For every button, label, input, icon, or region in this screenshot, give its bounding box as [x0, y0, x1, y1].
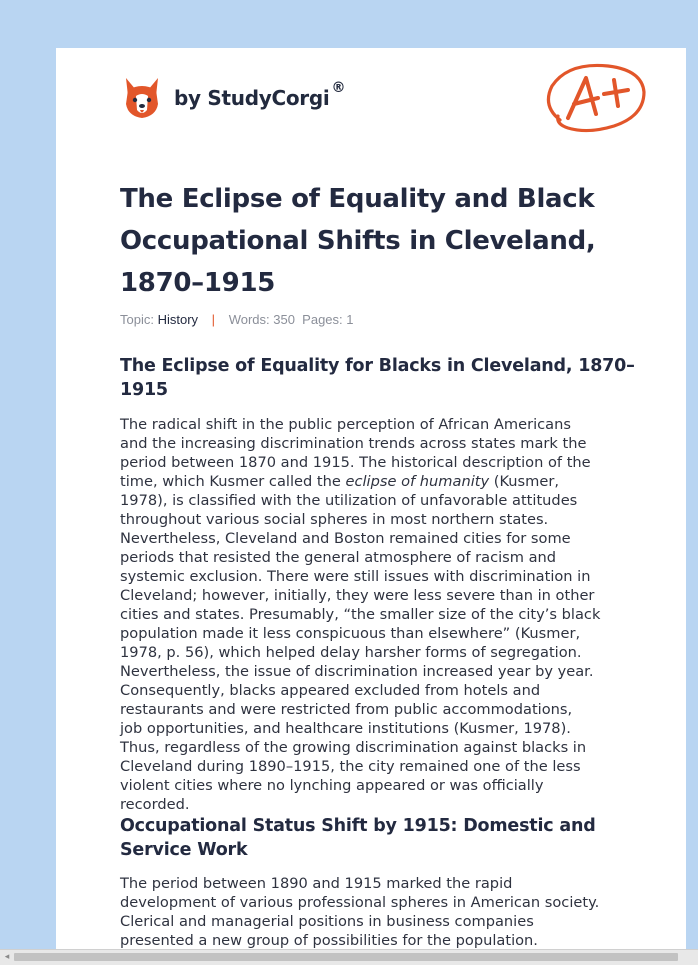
meta-separator: | [211, 312, 216, 327]
text-line: and the increasing discrimination trends across states mark the [120, 435, 587, 452]
text-line: periods that resisted the general atmosphere of racism and [120, 549, 557, 566]
text-line: Nevertheless, Cleveland and Boston remained cities for some [120, 530, 571, 547]
text-line: throughout various social spheres in most northern states. [120, 511, 549, 528]
section-paragraph [120, 874, 640, 950]
heading-line: Service Work [120, 840, 248, 860]
text-line: Nevertheless, the issue of discrimination increased year by year. [120, 663, 594, 680]
text-line: Cleveland; however, initially, they were less severe than in other [120, 587, 595, 604]
text-segment: time, which Kusmer called the [120, 473, 346, 490]
text-line: development of various professional spheres in American society. [120, 894, 600, 911]
text-line: systemic exclusion. There were still issues with discrimination in [120, 568, 591, 585]
section-heading [120, 814, 640, 862]
text-line [120, 472, 640, 491]
text-line: cities and states. Presumably, “the smaller size of the city’s black [120, 606, 601, 623]
horizontal-scrollbar[interactable] [0, 949, 698, 965]
text-line: Consequently, blacks appeared excluded from hotels and [120, 682, 541, 699]
title-line: 1870–1915 [120, 268, 276, 298]
topic-label: Topic: [120, 312, 154, 327]
page-count: Pages: 1 [302, 312, 354, 327]
text-line: restaurants and were restricted from public accommodations, [120, 701, 573, 718]
text-line: period between 1870 and 1915. The historical description of the [120, 454, 591, 471]
text-line: presented a new group of possibilities for the population. [120, 932, 538, 949]
text-line: job opportunities, and healthcare institutions (Kusmer, 1978). [120, 720, 571, 737]
text-line: Cleveland during 1890–1915, the city remained one of the less [120, 758, 581, 775]
text-line: recorded. [120, 796, 190, 813]
word-count: Words: 350 [228, 312, 295, 327]
text-line: The period between 1890 and 1915 marked the rapid [120, 875, 513, 892]
text-line: The radical shift in the public perception of African Americans [120, 416, 571, 433]
corgi-logo-icon [122, 76, 162, 120]
text-line: Thus, regardless of the growing discrimination against blacks in [120, 739, 587, 756]
heading-line: The Eclipse of Equality for Blacks in Cleveland, 1870– [120, 356, 635, 376]
text-line: 1978), is classified with the utilization of unfavorable attitudes [120, 492, 578, 509]
grade-a-plus-badge [538, 43, 650, 140]
text-line: 1978, p. 56), which helped delay harsher forms of segregation. [120, 644, 582, 661]
grade-label: A+ [538, 43, 563, 62]
scroll-left-arrow-icon[interactable]: ◂ [4, 952, 10, 962]
title-line: Occupational Shifts in Cleveland, [120, 226, 596, 256]
text-line: population made it less conspicuous than elsewhere” (Kusmer, [120, 625, 581, 642]
registered-mark: ® [331, 80, 346, 96]
section-paragraph [120, 415, 640, 814]
emphasis-text: eclipse of humanity [345, 473, 490, 490]
text-line: violent cities where no lynching appeared or was officially [120, 777, 544, 794]
heading-line: 1915 [120, 380, 168, 400]
topic-link[interactable]: History [157, 312, 199, 327]
document-meta [120, 312, 354, 327]
section-heading [120, 354, 640, 402]
brand-name: by StudyCorgi ® [174, 80, 346, 110]
document-page [56, 43, 686, 964]
page-title [120, 178, 640, 304]
brand-logo[interactable] [122, 76, 345, 120]
title-line: The Eclipse of Equality and Black [120, 184, 595, 214]
text-line: Clerical and managerial positions in business companies [120, 913, 534, 930]
text-segment: (Kusmer, [489, 473, 559, 490]
scrollbar-thumb[interactable] [14, 953, 678, 961]
heading-line: Occupational Status Shift by 1915: Domestic and [120, 816, 596, 836]
